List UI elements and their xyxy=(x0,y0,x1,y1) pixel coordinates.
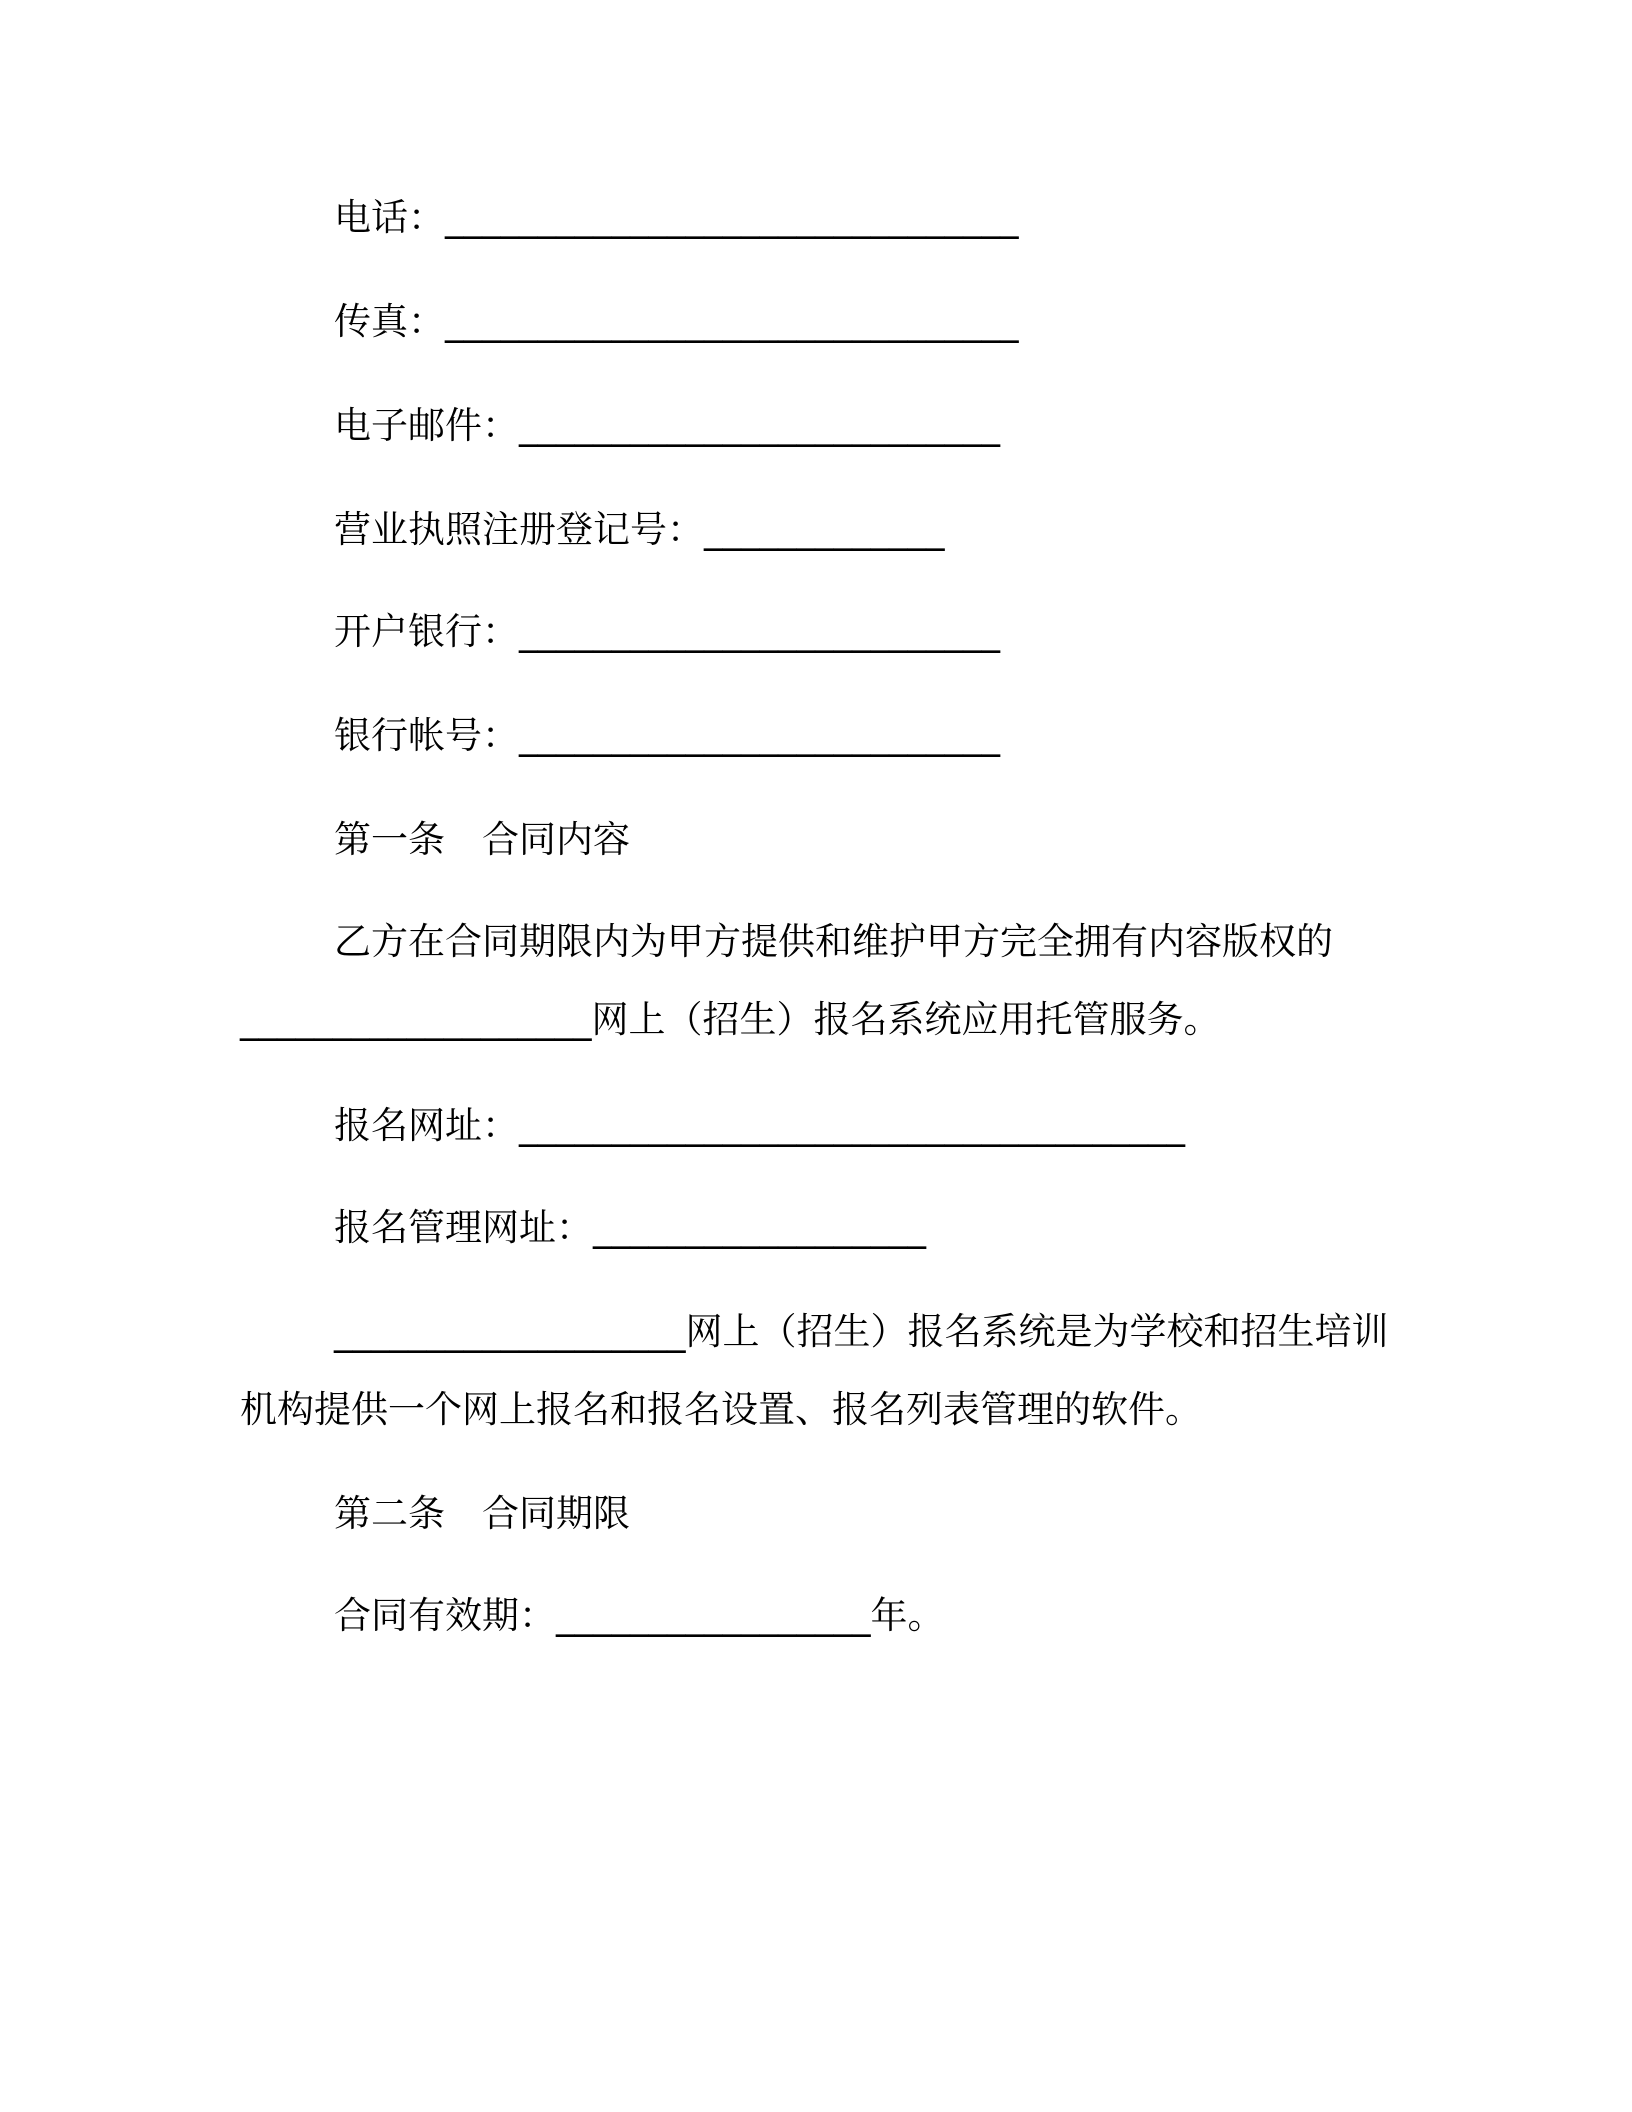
system-description-line-1: ___________________网上（招生）报名系统是为学校和招生培训 xyxy=(334,1310,1389,1353)
bank-name-field-line: 开户银行：__________________________ xyxy=(334,610,1000,653)
article-one-heading: 第一条 合同内容 xyxy=(334,818,630,861)
bank-account-field-line: 银行帐号：__________________________ xyxy=(334,714,1000,757)
article-one-paragraph-line-1: 乙方在合同期限内为甲方提供和维护甲方完全拥有内容版权的 xyxy=(334,920,1333,963)
email-field-line: 电子邮件：__________________________ xyxy=(334,404,1000,447)
phone-field-line: 电话：_______________________________ xyxy=(334,196,1019,239)
system-description-line-2: 机构提供一个网上报名和报名设置、报名列表管理的软件。 xyxy=(240,1388,1202,1431)
signup-url-field-line: 报名网址：____________________________________ xyxy=(334,1104,1185,1147)
article-two-heading: 第二条 合同期限 xyxy=(334,1492,630,1535)
contract-term-field-line: 合同有效期：_________________年。 xyxy=(334,1594,945,1637)
fax-field-line: 传真：_______________________________ xyxy=(334,300,1019,343)
signup-admin-url-field-line: 报名管理网址：__________________ xyxy=(334,1206,926,1249)
article-one-paragraph-line-2: ___________________网上（招生）报名系统应用托管服务。 xyxy=(240,998,1221,1041)
business-license-field-line: 营业执照注册登记号：_____________ xyxy=(334,508,945,551)
